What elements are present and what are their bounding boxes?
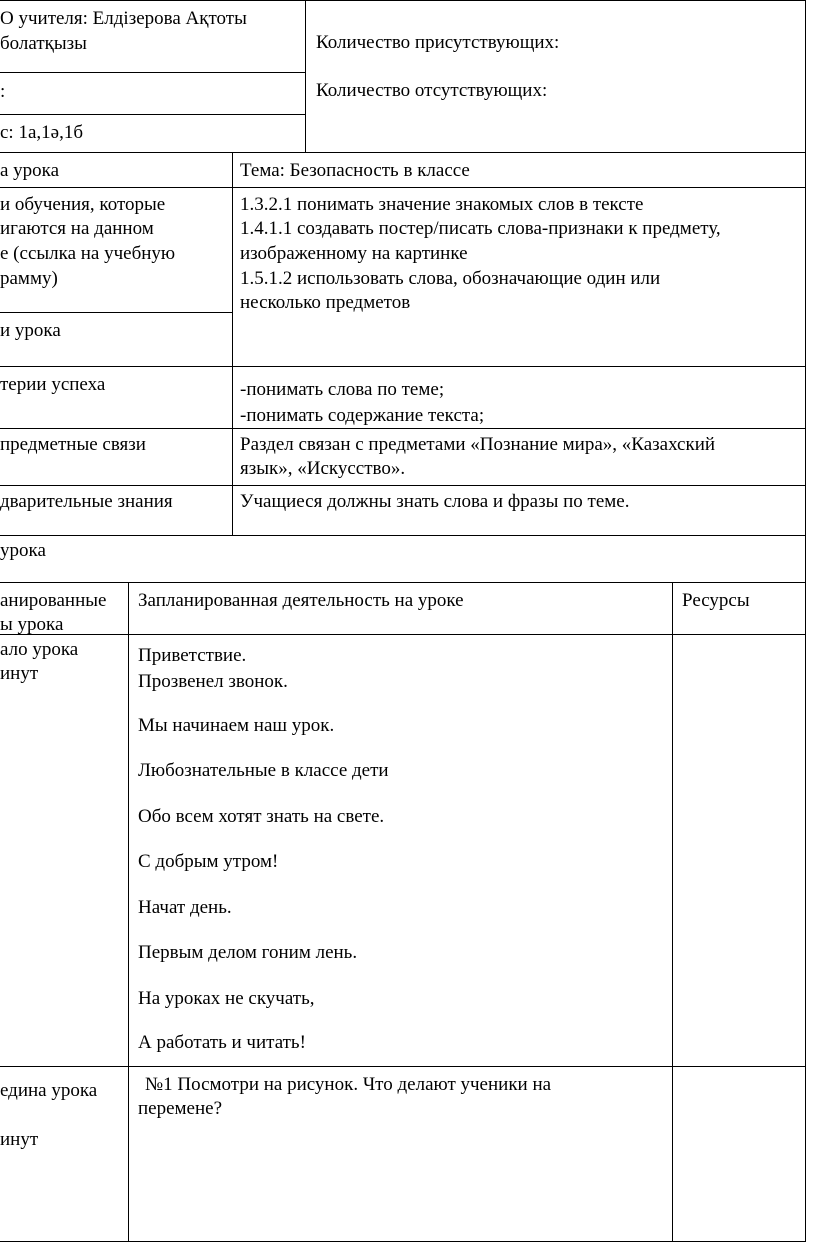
links-label: предметные связи [0, 434, 146, 455]
rule [0, 535, 806, 536]
objective-line: несколько предметов [240, 292, 411, 313]
middle-stage-label: едина урока [0, 1080, 98, 1101]
activity-line: На уроках не скучать, [138, 988, 315, 1009]
rule [0, 366, 806, 367]
prior-knowledge-text: Учащиеся должны знать слова и фразы по теме. [240, 491, 630, 512]
links-text: Раздел связан с предметами «Познание мира», «Казахский [240, 434, 716, 455]
plan-heading: урока [0, 540, 46, 561]
rule [0, 1241, 806, 1242]
teacher-name-line1: О учителя: Елдізерова Ақтоты [0, 8, 247, 29]
activity-line: Начат день. [138, 897, 232, 918]
task-line: перемене? [138, 1098, 223, 1119]
topic: Тема: Безопасность в классе [240, 160, 470, 181]
date-label: : [0, 81, 6, 102]
activity-line: Приветствие. [138, 645, 247, 666]
col-stage-header: анированные [0, 590, 107, 611]
criteria-label: терии успеха [0, 374, 106, 395]
criteria-item: -понимать слова по теме; [240, 379, 445, 400]
middle-stage-label: инут [0, 1129, 39, 1150]
rule [0, 72, 305, 73]
activity-line: А работать и читать! [138, 1032, 306, 1053]
lesson-goals-label: и урока [0, 320, 61, 341]
objectives-label: е (ссылка на учебную [0, 243, 176, 264]
task-line: №1 Посмотри на рисунок. Что делают ученики на [145, 1074, 552, 1095]
rule [232, 152, 233, 535]
objectives-label: и обучения, которые [0, 194, 166, 215]
unit-label: а урока [0, 160, 60, 181]
prior-knowledge-label: дварительные знания [0, 491, 173, 512]
criteria-item: -понимать содержание текста; [240, 405, 485, 426]
rule [0, 0, 806, 1]
present-count-label: Количество присутствующих: [316, 32, 560, 53]
teacher-name-line2: болатқызы [0, 33, 87, 54]
activity-line: Мы начинаем наш урок. [138, 715, 335, 736]
class-label: с: 1а,1ә,1б [0, 122, 83, 143]
objective-line: 1.3.2.1 понимать значение знакомых слов в тексте [240, 194, 644, 215]
rule [805, 0, 806, 1242]
rule [0, 187, 806, 188]
objective-line: 1.5.1.2 использовать слова, обозначающие один или [240, 268, 661, 289]
objective-line: изображенному на картинке [240, 243, 468, 264]
col-stage-header: ы урока [0, 614, 64, 635]
start-stage-label: ало урока [0, 639, 79, 660]
objective-line: 1.4.1.1 создавать постер/писать слова-признаки к предмету, [240, 218, 721, 239]
absent-count-label: Количество отсутствующих: [316, 80, 548, 101]
start-stage-label: инут [0, 663, 39, 684]
rule [0, 152, 806, 153]
activity-line: Обо всем хотят знать на свете. [138, 806, 385, 827]
links-text: язык», «Искусство». [240, 458, 406, 479]
objectives-label: рамму) [0, 268, 58, 289]
col-resources-header: Ресурсы [682, 590, 750, 611]
rule [0, 634, 806, 635]
rule [305, 0, 306, 152]
rule [0, 312, 232, 313]
objectives-label: игаются на данном [0, 218, 154, 239]
activity-line: С добрым утром! [138, 851, 279, 872]
activity-line: Любознательные в классе дети [138, 760, 389, 781]
rule [672, 582, 673, 1242]
rule [128, 582, 129, 1242]
rule [0, 114, 305, 115]
rule [0, 485, 806, 486]
rule [0, 582, 806, 583]
col-activity-header: Запланированная деятельность на уроке [138, 590, 464, 611]
activity-line: Первым делом гоним лень. [138, 942, 358, 963]
activity-line: Прозвенел звонок. [138, 671, 288, 692]
rule [0, 428, 806, 429]
rule [0, 1066, 806, 1067]
